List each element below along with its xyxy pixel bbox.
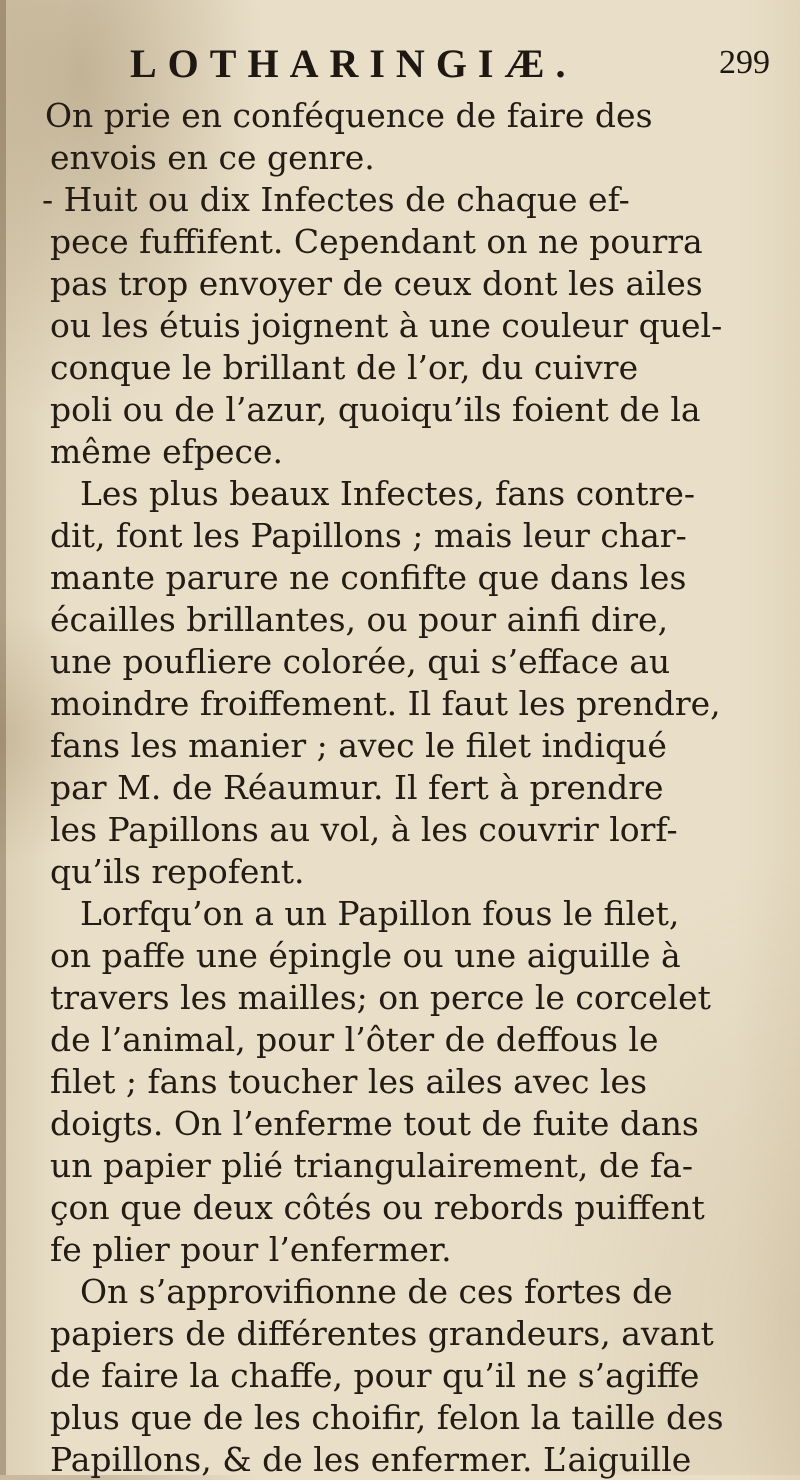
text-line: On s’approvifionne de ces fortes de [80, 1272, 673, 1311]
text-line: envois en ce genre. [50, 138, 375, 177]
text-line: qu’ils repofent. [50, 852, 305, 891]
text-line: doigts. On l’enferme tout de fuite dans [50, 1104, 699, 1143]
text-line: Lorfqu’on a un Papillon fous le filet, [80, 894, 680, 933]
text-line: les Papillons au vol, à les couvrir lorf- [50, 810, 678, 849]
text-line: pece fuffifent. Cependant on ne pourra [50, 222, 703, 261]
text-line: dit, font les Papillons ; mais leur char- [50, 516, 687, 555]
text-line: Les plus beaux Infectes, fans contre- [80, 474, 696, 513]
text-line: une poufliere colorée, qui s’efface au [50, 642, 671, 681]
text-line: travers les mailles; on perce le corcelet [50, 978, 711, 1017]
text-line: plus que de les choifir, felon la taille des [50, 1398, 724, 1437]
text-line: moindre froiffement. Il faut les prendre, [50, 684, 721, 723]
text-line: fans les manier ; avec le filet indiqué [50, 726, 667, 765]
text-line: même efpece. [50, 432, 284, 471]
text-line: conque le brillant de l’or, du cuivre [50, 348, 639, 387]
page-number: 299 [719, 44, 770, 81]
text-line: On prie en conféquence de faire des [45, 96, 653, 135]
running-title: LOTHARINGIÆ. [130, 41, 577, 86]
text-line: Papillons, & de les enfermer. L’aiguille [50, 1440, 692, 1479]
text-line: de l’animal, pour l’ôter de deffous le [50, 1020, 659, 1059]
text-line: fe plier pour l’enfermer. [50, 1230, 452, 1269]
running-head [130, 40, 770, 90]
text-line: un papier plié triangulairement, de fa- [50, 1146, 694, 1185]
text-line: écailles brillantes, ou pour ainfi dire, [50, 600, 669, 639]
text-line: - Huit ou dix Infectes de chaque ef- [42, 180, 630, 219]
text-line: par M. de Réaumur. Il fert à prendre [50, 768, 664, 807]
text-line: ou les étuis joignent à une couleur quel- [50, 306, 723, 345]
text-line: pas trop envoyer de ceux dont les ailes [50, 264, 703, 303]
text-line: çon que deux côtés ou rebords puiffent [50, 1188, 705, 1227]
text-line: filet ; fans toucher les ailes avec les [50, 1062, 648, 1101]
text-line: mante parure ne confifte que dans les [50, 558, 687, 597]
text-line: papiers de différentes grandeurs, avant [50, 1314, 714, 1353]
text-line: on paffe une épingle ou une aiguille à [50, 936, 681, 975]
text-line: poli ou de l’azur, quoiqu’ils foient de la [50, 390, 701, 429]
text-line: de faire la chaffe, pour qu’il ne s’agiffe [50, 1356, 700, 1395]
page-edge-shadow [0, 0, 6, 1475]
